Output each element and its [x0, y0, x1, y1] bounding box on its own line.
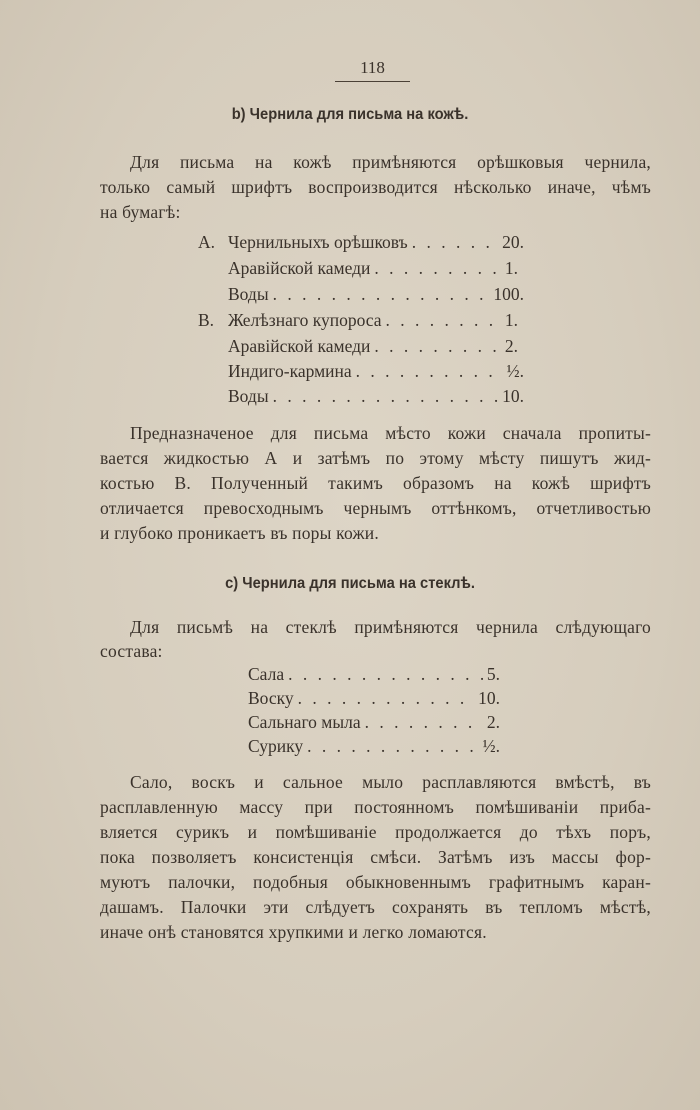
- text-line: состава:: [100, 641, 163, 661]
- recipe-item: Сальнаго мыла: [248, 712, 361, 732]
- recipe-row: [248, 688, 500, 709]
- text-line: только самый шрифтъ воспроизводится нѣсколько иначе, чѣмъ: [100, 177, 651, 197]
- page-number: 118: [335, 58, 410, 82]
- recipe-qty: 100.: [493, 284, 524, 304]
- text-line: вляется сурикъ и помѣшиваніе продолжается до тѣхъ поръ,: [100, 822, 651, 842]
- text-line: Для письмѣ на стеклѣ примѣняются чернила слѣдующаго: [130, 617, 651, 637]
- recipe-row: [228, 258, 518, 279]
- text-line: на бумагѣ:: [100, 202, 181, 222]
- text-line: Предназначеное для письма мѣсто кожи сначала пропиты-: [130, 423, 651, 443]
- recipe-qty: 10.: [502, 386, 524, 406]
- recipe-label: B.: [198, 310, 215, 330]
- text-line: Для письма на кожѣ примѣняются орѣшковыя чернила,: [130, 152, 651, 172]
- text-line: вается жидкостью А и затѣмъ по этому мѣсту пишутъ жид-: [100, 448, 651, 468]
- recipe-row: [198, 310, 518, 331]
- text-line: расплавленную массу при постоянномъ помѣшиваніи приба-: [100, 797, 651, 817]
- recipe-item: Аравійской камеди: [228, 336, 371, 356]
- recipe-row: [228, 361, 524, 382]
- text-line: пока позволяетъ консистенція смѣси. Затѣмъ изъ массы фор-: [100, 847, 651, 867]
- text-line: костью В. Полученный такимъ образомъ на кожѣ шрифтъ: [100, 473, 651, 493]
- recipe-qty: 20.: [502, 232, 524, 252]
- recipe-qty: ½.: [506, 361, 524, 381]
- text-line: Сало, воскъ и сальное мыло расплавляются вмѣстѣ, въ: [130, 772, 651, 792]
- recipe-item: Сала: [248, 664, 285, 684]
- recipe-row: [248, 736, 500, 757]
- recipe-item: Чернильныхъ орѣшковъ: [228, 232, 408, 252]
- recipe-qty: 5.: [486, 664, 500, 684]
- recipe-row: [248, 664, 500, 685]
- recipe-item: Воску: [248, 688, 294, 708]
- recipe-row: [228, 386, 524, 407]
- recipe-label: A.: [198, 232, 216, 252]
- recipe-qty: 1.: [504, 258, 518, 278]
- text-line: иначе онѣ становятся хрупкими и легко ломаются.: [100, 922, 487, 942]
- recipe-row: [198, 232, 524, 253]
- recipe-item: Воды: [228, 284, 269, 304]
- recipe-row: [228, 284, 524, 305]
- text-line: муютъ палочки, подобныя обыкновеннымъ графитнымъ каран-: [100, 872, 651, 892]
- recipe-item: Воды: [228, 386, 269, 406]
- recipe-item: Индиго-кармина: [228, 361, 352, 381]
- recipe-qty: 10.: [478, 688, 500, 708]
- recipe-qty: 2.: [504, 336, 518, 356]
- recipe-qty: 1.: [504, 310, 518, 330]
- text-line: дашамъ. Палочки эти слѣдуетъ сохранять въ тепломъ мѣстѣ,: [100, 897, 651, 917]
- recipe-item: Сурику: [248, 736, 304, 756]
- recipe-qty: 2.: [486, 712, 500, 732]
- text-line: и глубоко проникаетъ въ поры кожи.: [100, 523, 379, 543]
- section-c-heading: c) Чернила для письма на стеклѣ.: [225, 575, 475, 592]
- text-line: отличается превосходнымъ чернымъ оттѣнкомъ, отчетливостью: [100, 498, 651, 518]
- recipe-item: Аравійской камеди: [228, 258, 371, 278]
- recipe-row: [228, 336, 518, 357]
- recipe-qty: ½.: [482, 736, 500, 756]
- recipe-row: [248, 712, 500, 733]
- recipe-item: Желѣзнаго купороса: [228, 310, 382, 330]
- section-b-heading: b) Чернила для письма на кожѣ.: [231, 106, 469, 123]
